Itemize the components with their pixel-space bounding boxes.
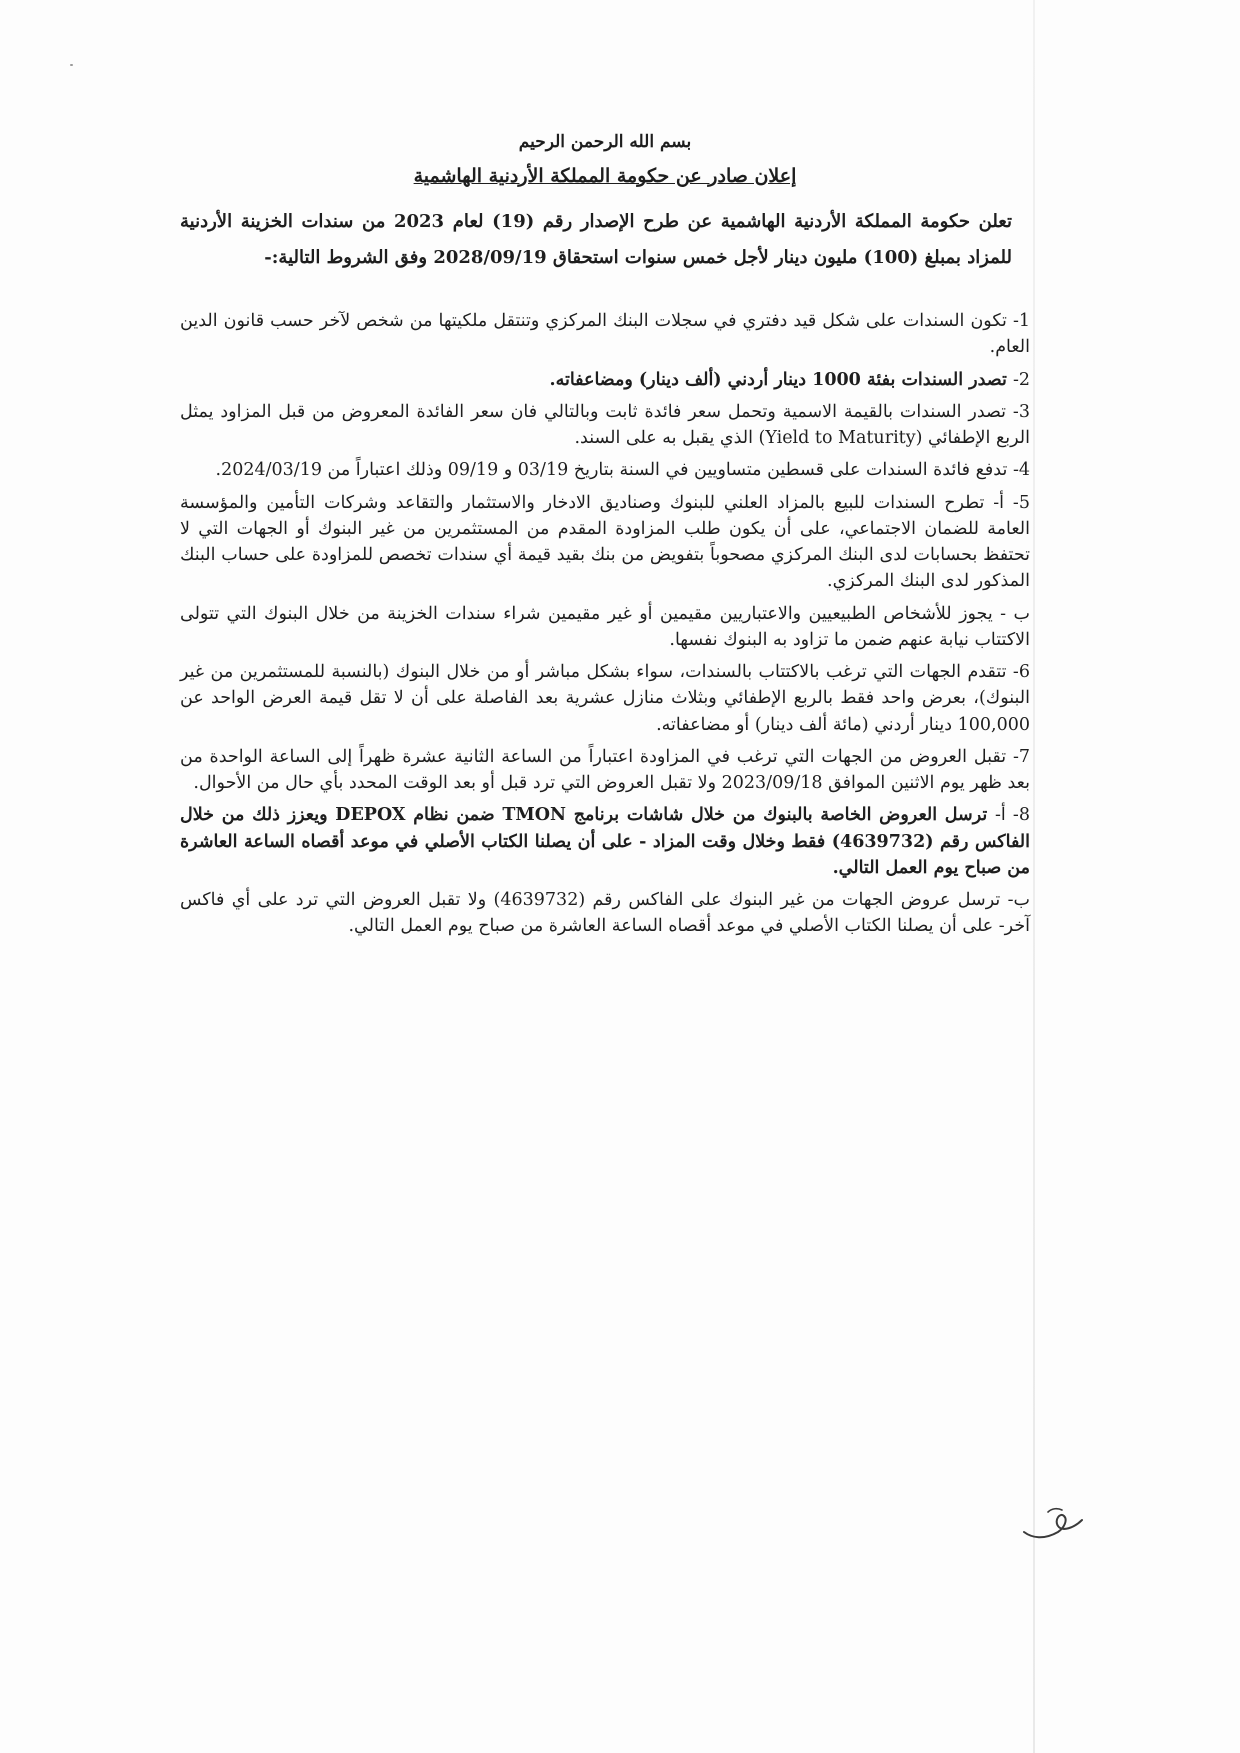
title-text: إعلان صادر عن حكومة المملكة الأردنية الهاشمية — [413, 164, 797, 187]
clause-3 — [180, 399, 1030, 452]
clause-label: 7- — [1012, 746, 1030, 767]
clause-label: 1- — [1012, 311, 1030, 331]
scan-edge — [1033, 0, 1035, 1753]
scan-speck — [70, 64, 73, 66]
document-title — [180, 162, 1030, 191]
clause-text: تصدر السندات بفئة 1000 دينار أردني (ألف دينار) ومضاعفاته. — [549, 369, 1007, 390]
clause-text: تصدر السندات بالقيمة الاسمية وتحمل سعر فائدة ثابت وبالتالي فان سعر الفائدة المعروض من قبل المزاود يمثل الربع الإطفائي (Yield to Maturity) الذي يقبل به على السند. — [180, 401, 1030, 448]
clause-text: تتقدم الجهات التي ترغب بالاكتتاب بالسندات، سواء بشكل مباشر أو من خلال البنوك (بالنسبة للمستثمرين من غير البنوك)، بعرض واحد فقط بالربع الإطفائي وبثلاث منازل عشرية بعد الفاصلة على أن لا تقل قيمة العرض الواحد عن 100,000 دينار أردني (مائة ألف دينار) أو مضاعفاته. — [180, 662, 1030, 735]
clause-text: تكون السندات على شكل قيد دفتري في سجلات البنك المركزي وتنتقل ملكيتها من شخص لآخر حسب قانون الدين العام. — [180, 311, 1030, 358]
clause-label: ب - — [1000, 603, 1030, 624]
clause-label: 2- — [1012, 369, 1030, 390]
clause-text: تقبل العروض من الجهات التي ترغب في المزاودة اعتباراً من الساعة الثانية عشرة ظهراً إلى الساعة الواحدة من بعد ظهر يوم الاثنين الموافق 2023/09/18 ولا تقبل العروض التي ترد قبل أو بعد الوقت المحدد بأي حال من الأحوال. — [180, 746, 1030, 793]
clause-1 — [180, 308, 1030, 361]
clause-label: 8- أ- — [994, 805, 1030, 826]
clause-4 — [180, 457, 1030, 483]
clause-5a — [180, 490, 1030, 595]
basmala: بسم الله الرحمن الرحيم — [518, 132, 692, 152]
clause-label: 6- — [1012, 662, 1030, 682]
clause-label: 3- — [1012, 401, 1030, 422]
clause-6 — [180, 659, 1030, 738]
clause-text: ترسل عروض الجهات من غير البنوك على الفاكس رقم (4639732) ولا تقبل العروض التي ترد على أي فاكس آخر- على أن يصلنا الكتاب الأصلي في موعد أقصاه الساعة العاشرة من صباح يوم العمل التالي. — [180, 890, 1030, 937]
clause-label: 5- أ- — [993, 492, 1030, 513]
clause-7 — [180, 744, 1030, 797]
clause-label: 4- — [1012, 460, 1030, 481]
clause-2 — [180, 367, 1030, 393]
clause-text: تطرح السندات للبيع بالمزاد العلني للبنوك وصناديق الادخار والاستثمار والتقاعد وشركات التأمين والمؤسسة العامة للضمان الاجتماعي، على أن يكون طلب المزاودة المقدم من المستثمرين من غير البنوك أو الجهات التي لا تحتفظ بحسابات لدى البنك المركزي مصحوباً بتفويض من بنك بقيد قيمة أي سندات تخصص للمزاودة على حساب البنك المذكور لدى البنك المركزي. — [180, 492, 1030, 592]
clause-text: ترسل العروض الخاصة بالبنوك من خلال شاشات برنامج TMON ضمن نظام DEPOX ويعزز ذلك من خلال الفاكس رقم (4639732) فقط وخلال وقت المزاد - على أن يصلنا الكتاب الأصلي في موعد أقصاه الساعة العاشرة من صباح يوم العمل التالي. — [180, 805, 1030, 878]
clause-8a — [180, 802, 1030, 881]
clause-label: ب- — [1007, 890, 1030, 910]
intro-paragraph: تعلن حكومة المملكة الأردنية الهاشمية عن طرح الإصدار رقم (19) لعام 2023 من سندات الخزينة الأردنية للمزاد بمبلغ (100) مليون دينار لأجل خمس سنوات استحقاق 2028/09/19 وفق الشروط التالية:- — [180, 211, 1012, 268]
document-body — [180, 118, 1030, 946]
clause-text: يجوز للأشخاص الطبيعيين والاعتباريين مقيمين أو غير مقيمين شراء سندات الخزينة من خلال البنوك التي تتولى الاكتتاب نيابة عنهم ضمن ما تزاود به البنوك نفسها. — [180, 603, 1030, 650]
clause-8b — [180, 887, 1030, 940]
signature-mark — [1018, 1498, 1088, 1548]
clause-text: تدفع فائدة السندات على قسطين متساويين في السنة بتاريخ 03/19 و 09/19 وذلك اعتباراً من 2024/03/19. — [215, 460, 1008, 481]
clause-5b — [180, 601, 1030, 654]
